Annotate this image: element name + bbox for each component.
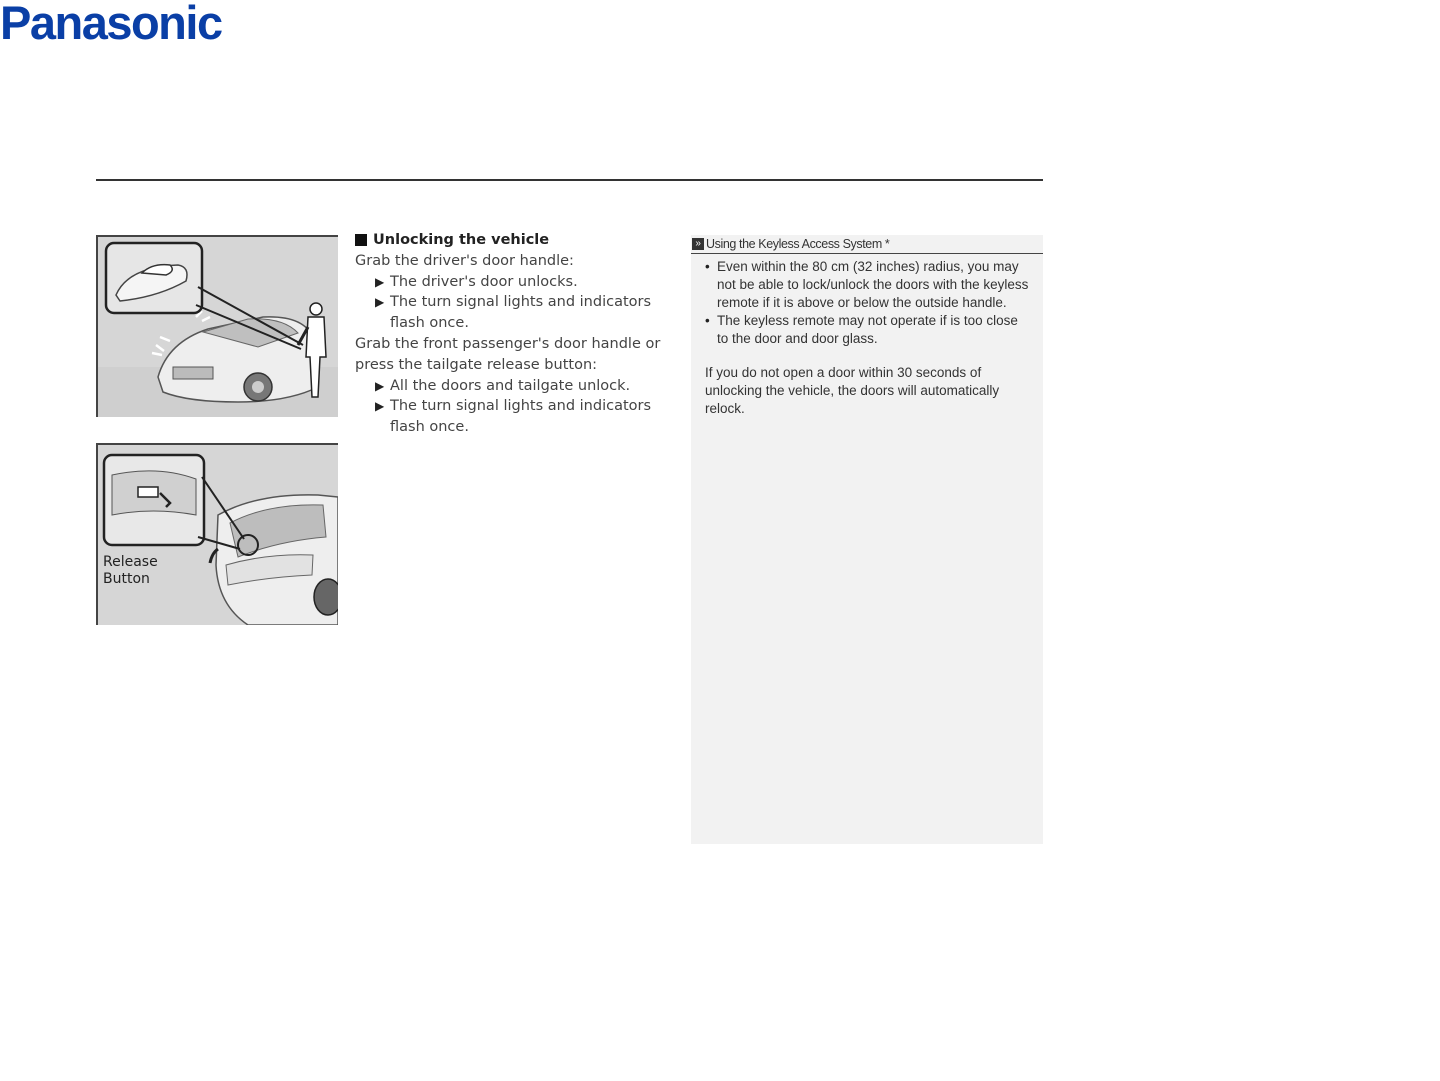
main-content [355, 230, 675, 438]
side-panel-title: Using the Keyless Access System [706, 237, 882, 251]
triangle-arrow-icon: ▶ [375, 274, 385, 289]
square-bullet-icon [355, 234, 367, 246]
bullet-icon: • [705, 259, 710, 274]
car-door-handle-illustration-icon [98, 237, 338, 417]
tailgate-release-figure [96, 443, 338, 625]
instruction-paragraph: Grab the driver's door handle: [355, 252, 574, 269]
list-item: • Even within the 80 cm (32 inches) radius, you may not be able to lock/unlock the doors with the keyless remote if it is above or below the outside handle. [705, 259, 1029, 310]
header-divider [96, 179, 1043, 181]
bullet-icon: • [705, 313, 710, 328]
model-mark: * [884, 237, 890, 251]
side-bullet-list [691, 258, 1043, 348]
triangle-arrow-icon: ▶ [375, 295, 385, 310]
triangle-arrow-icon: ▶ [375, 399, 385, 414]
result-item: ▶ All the doors and tailgate unlock. [355, 376, 675, 397]
door-handle-figure [96, 235, 338, 417]
tailgate-release-illustration-icon [98, 445, 338, 625]
side-panel-header[interactable] [691, 235, 1043, 254]
list-item: • The keyless remote may not operate if is too close to the door and door glass. [705, 313, 1018, 346]
panasonic-logo: Panasonic [0, 0, 222, 49]
result-item: ▶ The driver's door unlocks. [355, 272, 675, 293]
release-button-label: Release Button [103, 554, 158, 587]
side-note-panel [691, 235, 1043, 844]
result-item: ▶ The turn signal lights and indicators flash once. [375, 294, 652, 332]
relock-note: If you do not open a door within 30 seconds of unlocking the vehicle, the doors will automatically relock. [705, 365, 1000, 416]
result-item: ▶ The turn signal lights and indicators flash once. [375, 398, 652, 436]
instruction-paragraph: Grab the front passenger's door handle or press the tailgate release button: [355, 335, 661, 373]
section-heading: Unlocking the vehicle [355, 230, 675, 251]
triangle-arrow-icon: ▶ [375, 378, 385, 393]
reference-arrow-icon: » [692, 238, 704, 250]
